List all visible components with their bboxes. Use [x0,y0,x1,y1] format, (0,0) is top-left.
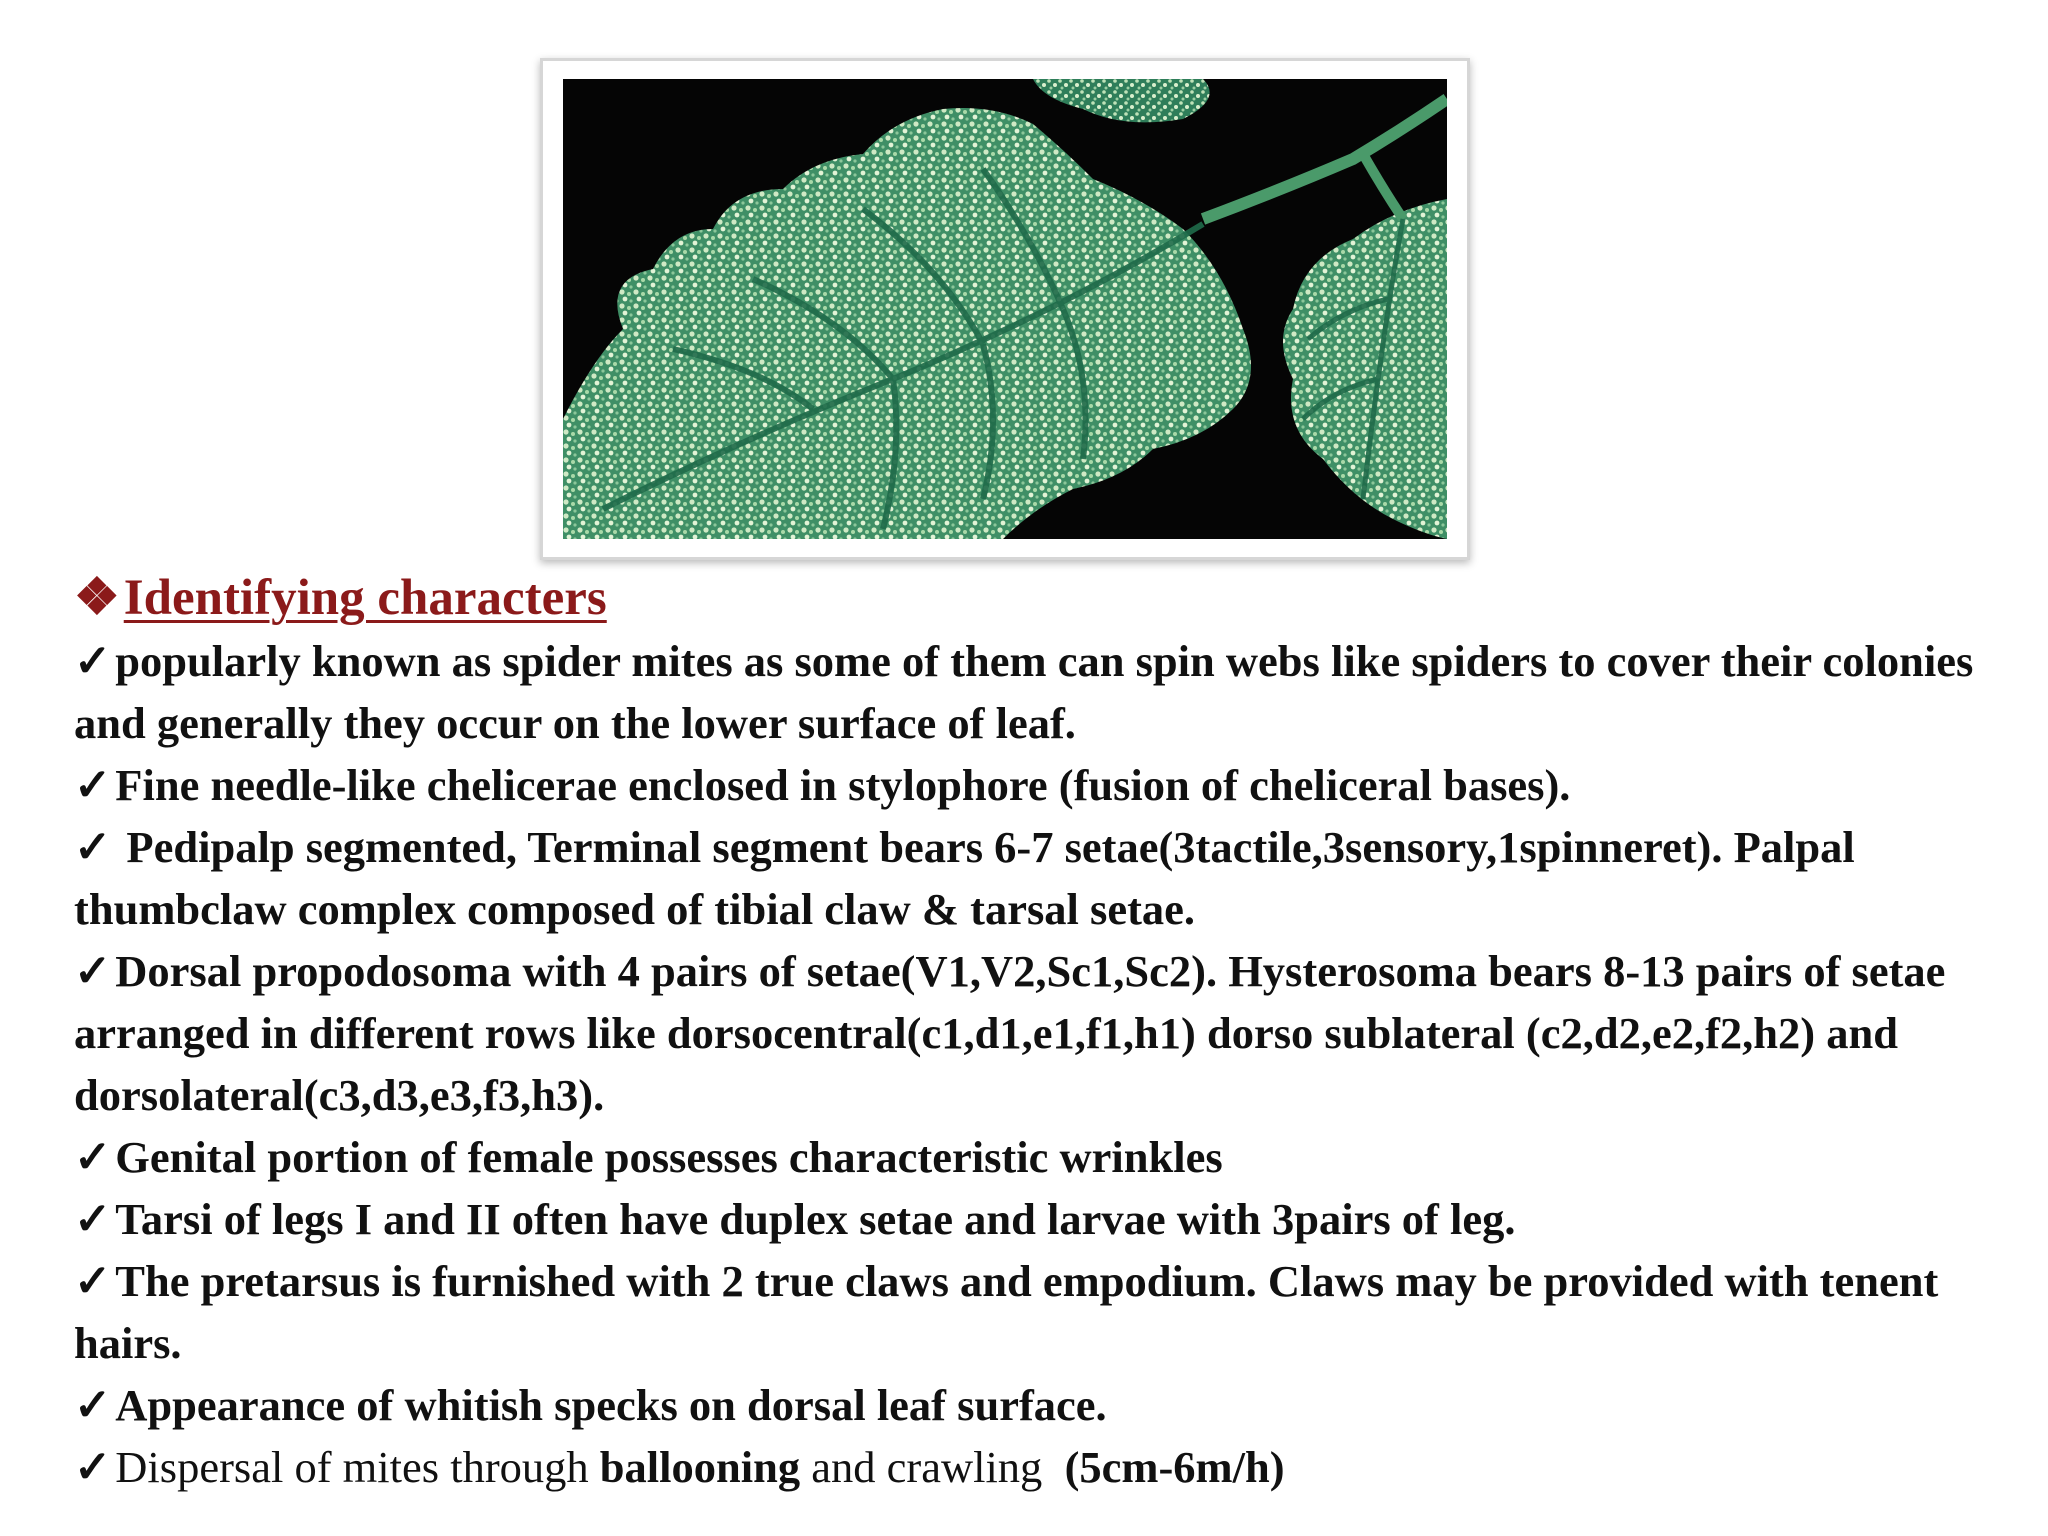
dispersal-text-1: Dispersal of mites through [115,1442,600,1492]
check-icon: ✓ [74,822,112,872]
list-item [74,630,1984,754]
list-item [74,816,1984,940]
list-item [74,1250,1984,1374]
list-item-text: The pretarsus is furnished with 2 true claws and empodium. Claws may be provided with tenent hairs. [74,1256,1939,1368]
leaf-photo-frame [540,58,1470,560]
list-item [74,1126,1984,1188]
list-item-text: Tarsi of legs I and II often have duplex setae and larvae with 3pairs of leg. [115,1194,1516,1244]
dispersal-ballooning: ballooning [599,1442,801,1492]
section-heading [74,566,1984,630]
list-item-text: Genital portion of female possesses characteristic wrinkles [115,1132,1223,1182]
check-icon: ✓ [74,946,112,996]
list-item [74,940,1984,1126]
leaf-damage-image [563,79,1447,539]
dispersal-rate: (5cm-6m/h) [1064,1442,1285,1492]
check-icon: ✓ [74,1194,112,1244]
check-icon: ✓ [74,760,112,810]
list-item-text: Appearance of whitish specks on dorsal leaf surface. [115,1380,1107,1430]
heading-text: Identifying characters [123,570,607,626]
list-item [74,754,1984,816]
identifying-characters-section [74,566,1984,1498]
check-icon: ✓ [74,1380,112,1430]
list-item [74,1374,1984,1436]
check-icon: ✓ [74,1442,112,1492]
check-icon: ✓ [74,1132,112,1182]
check-icon: ✓ [74,636,112,686]
list-item-text: Pedipalp segmented, Terminal segment bears 6-7 setae(3tactile,3sensory,1spinneret). Palpal thumbclaw complex composed of tibial claw & tarsal setae. [74,822,1866,934]
list-item-text: popularly known as spider mites as some of them can spin webs like spiders to cover their colonies and generally they occur on the lower surface of leaf. [74,636,1974,748]
list-item-dispersal [74,1436,1984,1498]
list-item-text: Dorsal propodosoma with 4 pairs of setae(V1,V2,Sc1,Sc2). Hysterosoma bears 8-13 pairs of setae arranged in different rows like dorsocentral(c1,d1,e1,f1,h1) dorso sublateral (c2,d2,e2,f2,h2) and dorsolateral(c3,d3,e3,f3,h3). [74,946,1946,1120]
check-icon: ✓ [74,1256,112,1306]
dispersal-text-2: and crawling [800,1442,1065,1492]
diamond-bullet-icon: ❖ [74,570,120,626]
list-item-text: Fine needle-like chelicerae enclosed in stylophore (fusion of cheliceral bases). [115,760,1571,810]
list-item [74,1188,1984,1250]
